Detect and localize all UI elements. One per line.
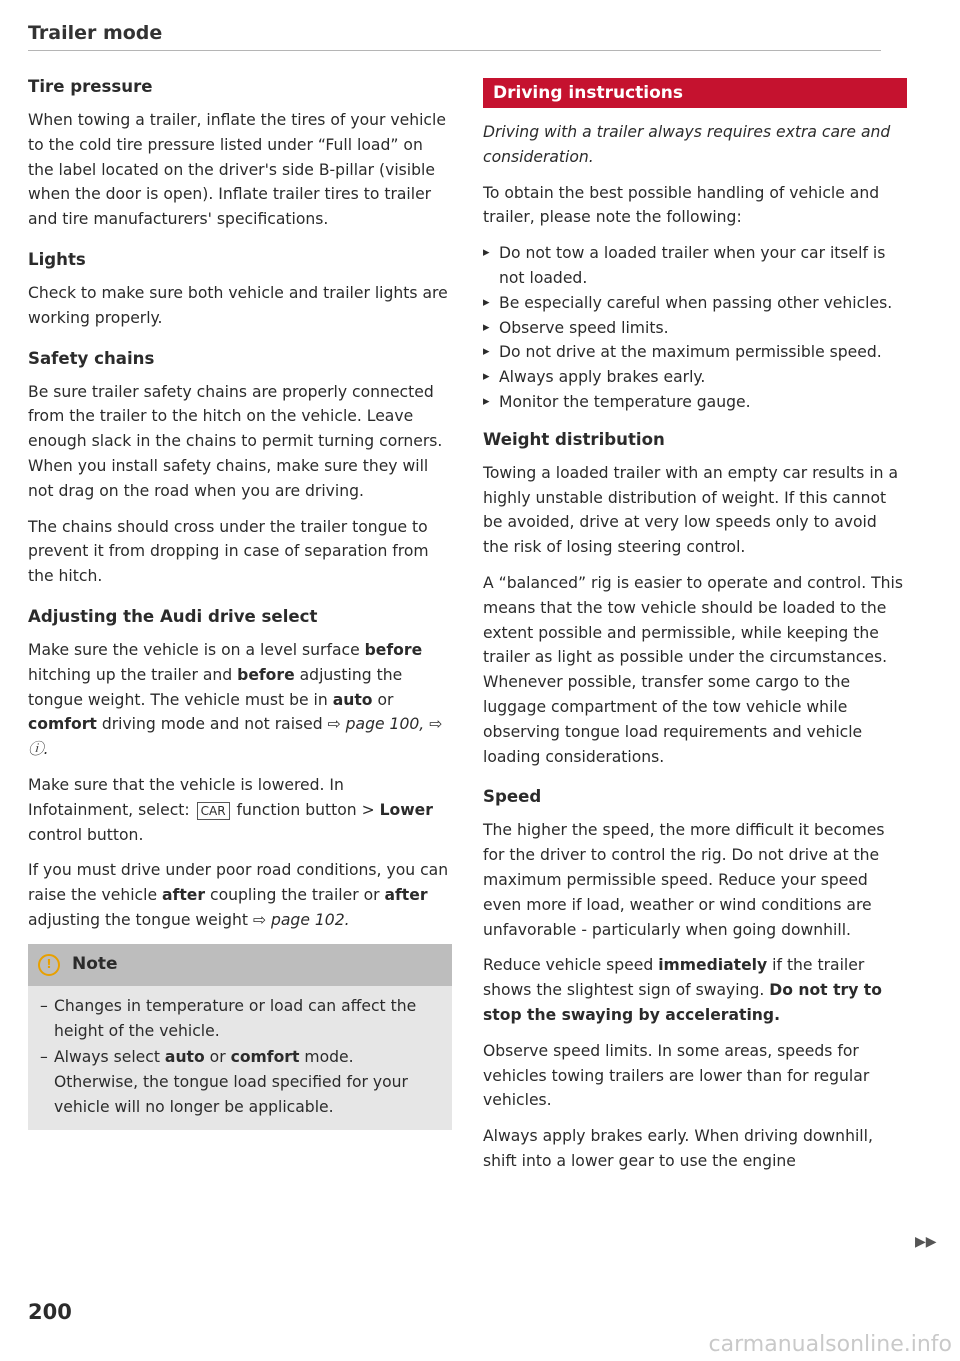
lead-text: To obtain the best possible handling of vehicle and trailer, please note the following:	[483, 183, 880, 227]
caution-icon: !	[38, 954, 60, 976]
weight-distribution-text-2: A “balanced” rig is easier to operate and control. This means that the tow vehicle should be loaded to the extent possible and permissible, while keeping the trailer as light as possible under the circumstances. Whenever possible, transfer some cargo to the luggage compartment of the tow vehicle while observing tongue load requirements and vehicle loading considerations.	[483, 573, 904, 766]
tire-pressure-text: When towing a trailer, inflate the tires of your vehicle to the cold tire pressure listed under “Full load” on the label located on the driver's side B-pillar (visible when the door is open). Inflate trailer tires to trailer and tire manufacturers' specifications.	[28, 111, 446, 229]
safety-chains-heading: Safety chains	[28, 348, 155, 368]
drive-select-heading: Adjusting the Audi drive select	[28, 606, 318, 626]
lights-heading: Lights	[28, 249, 86, 269]
list-item: ▸ Do not drive at the maximum permissible speed.	[483, 340, 907, 365]
page-header-title: Trailer mode	[28, 22, 163, 44]
safety-chains-text-1: Be sure trailer safety chains are properly connected from the trailer to the hitch on the vehicle. Leave enough slack in the chains to permit turning corners. When you install safety chains, make sure they will not drag on the road when you are driving.	[28, 382, 443, 500]
right-column	[483, 78, 907, 1185]
list-item: ▸ Do not tow a loaded trailer when your car itself is not loaded.	[483, 241, 907, 291]
note-header	[28, 944, 452, 986]
note-list	[28, 994, 452, 1120]
list-item: ▸ Observe speed limits.	[483, 316, 907, 341]
driving-instructions-heading: Driving instructions	[483, 78, 907, 108]
drive-select-text-3: If you must drive under poor road conditions, you can raise the vehicle after coupling the trailer or after adjusting the tongue weight ⇨ page 102.	[28, 861, 449, 929]
speed-heading: Speed	[483, 787, 542, 807]
header-divider	[28, 50, 881, 51]
note-item-2: – Always select auto or comfort mode. Otherwise, the tongue load specified for your vehicle will no longer be applicable.	[40, 1045, 438, 1119]
list-item: ▸ Monitor the temperature gauge.	[483, 390, 907, 415]
watermark: carmanualsonline.info	[708, 1332, 952, 1357]
page-reference-link-102[interactable]: ⇨ page 102.	[252, 910, 350, 929]
driving-tips-list	[483, 241, 907, 415]
tire-pressure-heading: Tire pressure	[28, 77, 153, 96]
note-item-1: – Changes in temperature or load can affect the height of the vehicle.	[40, 994, 438, 1044]
list-item: ▸ Be especially careful when passing other vehicles.	[483, 291, 907, 316]
weight-distribution-heading: Weight distribution	[483, 429, 665, 449]
left-column	[28, 74, 452, 1130]
page-number: 200	[28, 1300, 72, 1324]
page-reference-link[interactable]: ⇨ page 100, ⇨ ⓘ.	[28, 715, 443, 759]
list-item: ▸ Always apply brakes early.	[483, 365, 907, 390]
safety-chains-text-2: The chains should cross under the trailer tongue to prevent it from dropping in case of separation from the hitch.	[28, 517, 429, 586]
speed-text-3: Observe speed limits. In some areas, speeds for vehicles towing trailers are lower than for regular vehicles.	[483, 1041, 870, 1110]
speed-text-2: Reduce vehicle speed immediately if the trailer shows the slightest sign of swaying. Do not try to stop the swaying by accelerating.	[483, 956, 882, 1024]
note-box	[28, 944, 452, 1130]
speed-text-1: The higher the speed, the more difficult it becomes for the driver to control the rig. Do not drive at the maximum permissible speed. Reduce your speed even more if load, weather or wind conditions are unfavorable - particularly when going downhill.	[483, 821, 885, 939]
speed-text-4: Always apply brakes early. When driving downhill, shift into a lower gear to use the engine	[483, 1127, 873, 1170]
drive-select-text-2: Make sure that the vehicle is lowered. In Infotainment, select: CAR function button > Lower control button.	[28, 775, 433, 844]
lights-text: Check to make sure both vehicle and trailer lights are working properly.	[28, 283, 448, 327]
continue-arrow-icon: ▶▶	[915, 1234, 937, 1250]
note-title: Note	[72, 954, 118, 975]
intro-text: Driving with a trailer always requires extra care and consideration.	[483, 123, 891, 166]
drive-select-text-1: Make sure the vehicle is on a level surface before hitching up the trailer and before adjusting the tongue weight. The vehicle must be in auto or comfort driving mode and not raised ⇨ page 100, ⇨ ⓘ.	[28, 640, 443, 759]
weight-distribution-text-1: Towing a loaded trailer with an empty car results in a highly unstable distribution of weight. If this cannot be avoided, drive at very low speeds only to avoid the risk of losing steering control.	[483, 463, 899, 557]
car-key-label: CAR	[197, 802, 230, 820]
